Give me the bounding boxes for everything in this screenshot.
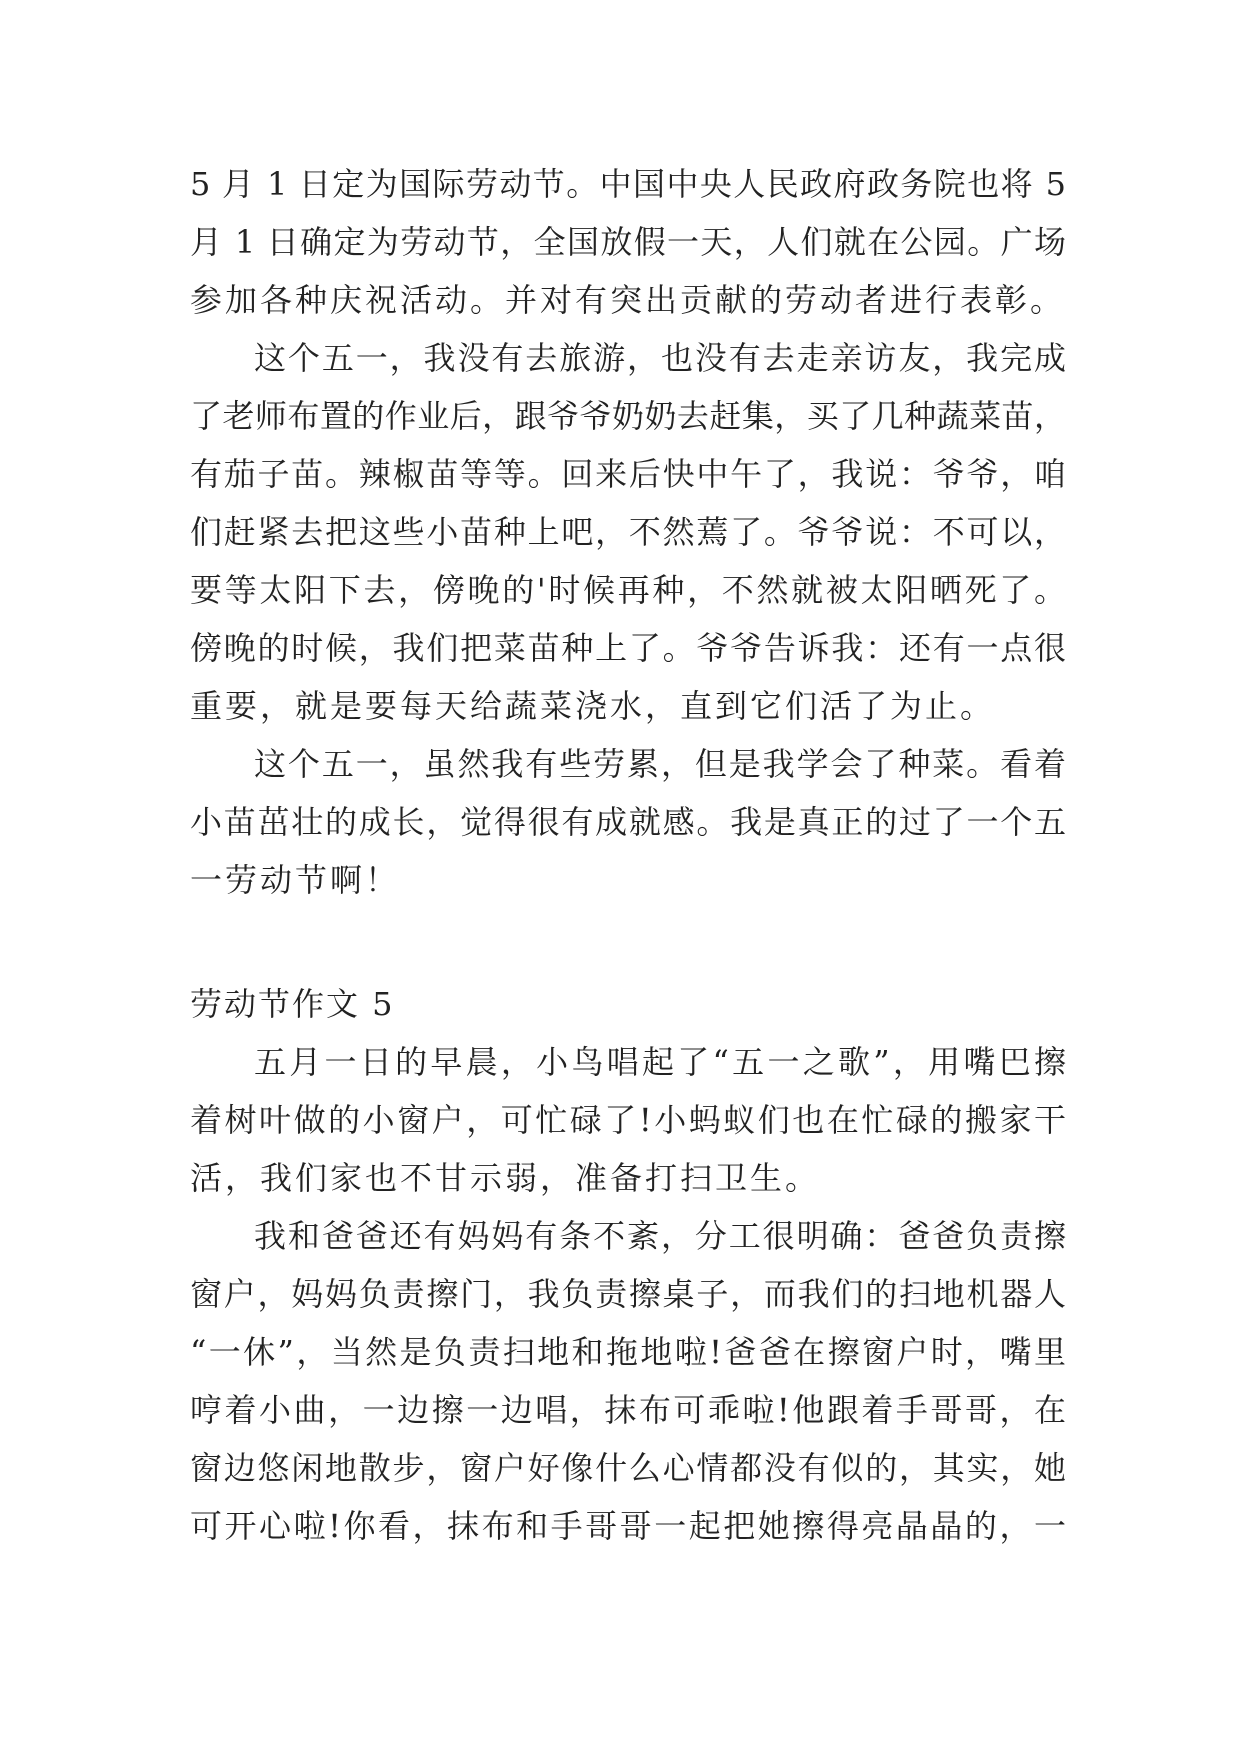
paragraph-5 <box>190 1207 1066 1555</box>
text-line: 窗边悠闲地散步，窗户好像什么心情都没有似的，其实，她 <box>190 1449 1066 1487</box>
text-line: 哼着小曲，一边擦一边唱，抹布可乖啦!他跟着手哥哥，在 <box>190 1391 1066 1429</box>
text-line: 参加各种庆祝活动。并对有突出贡献的劳动者进行表彰。 <box>190 281 1066 319</box>
text-line: 们赶紧去把这些小苗种上吧，不然蔫了。爷爷说：不可以， <box>190 513 1066 551</box>
text-line: 我和爸爸还有妈妈有条不紊，分工很明确：爸爸负责擦 <box>254 1217 1066 1255</box>
text-line: 活，我们家也不甘示弱，准备打扫卫生。 <box>190 1159 821 1197</box>
section-spacer <box>190 909 1066 967</box>
text-line: 月 1 日确定为劳动节，全国放假一天，人们就在公园。广场 <box>190 223 1066 261</box>
text-line: 着树叶做的小窗户，可忙碌了!小蚂蚁们也在忙碌的搬家干 <box>190 1101 1066 1139</box>
text-line: “一休”，当然是负责扫地和拖地啦!爸爸在擦窗户时，嘴里 <box>190 1333 1066 1371</box>
text-line: 这个五一，我没有去旅游，也没有去走亲访友，我完成 <box>254 339 1066 377</box>
text-line: 重要，就是要每天给蔬菜浇水，直到它们活了为止。 <box>190 687 996 725</box>
text-line: 5 月 1 日定为国际劳动节。中国中央人民政府政务院也将 5 <box>190 165 1066 203</box>
text-line: 有茄子苗。辣椒苗等等。回来后快中午了，我说：爷爷，咱 <box>190 455 1066 493</box>
text-line: 一劳动节啊！ <box>190 861 401 899</box>
text-line: 窗户，妈妈负责擦门，我负责擦桌子，而我们的扫地机器人 <box>190 1275 1066 1313</box>
paragraph-3 <box>190 735 1066 909</box>
paragraph-2 <box>190 329 1066 735</box>
text-line: 五月一日的早晨，小鸟唱起了“五一之歌”，用嘴巴擦 <box>254 1043 1066 1081</box>
text-line: 小苗茁壮的成长，觉得很有成就感。我是真正的过了一个五 <box>190 803 1066 841</box>
document-page <box>190 155 1066 1555</box>
text-line: 这个五一，虽然我有些劳累，但是我学会了种菜。看着 <box>254 745 1066 783</box>
text-line: 可开心啦!你看，抹布和手哥哥一起把她擦得亮晶晶的，一 <box>190 1507 1066 1545</box>
paragraph-1 <box>190 155 1066 329</box>
text-line: 了老师布置的作业后，跟爷爷奶奶去赶集，买了几种蔬菜苗， <box>190 397 1066 435</box>
text-line: 要等太阳下去，傍晚的'时候再种，不然就被太阳晒死了。 <box>190 571 1066 609</box>
text-line: 傍晚的时候，我们把菜苗种上了。爷爷告诉我：还有一点很 <box>190 629 1066 667</box>
section-title: 劳动节作文 5 <box>190 985 395 1023</box>
paragraph-4 <box>190 1033 1066 1207</box>
